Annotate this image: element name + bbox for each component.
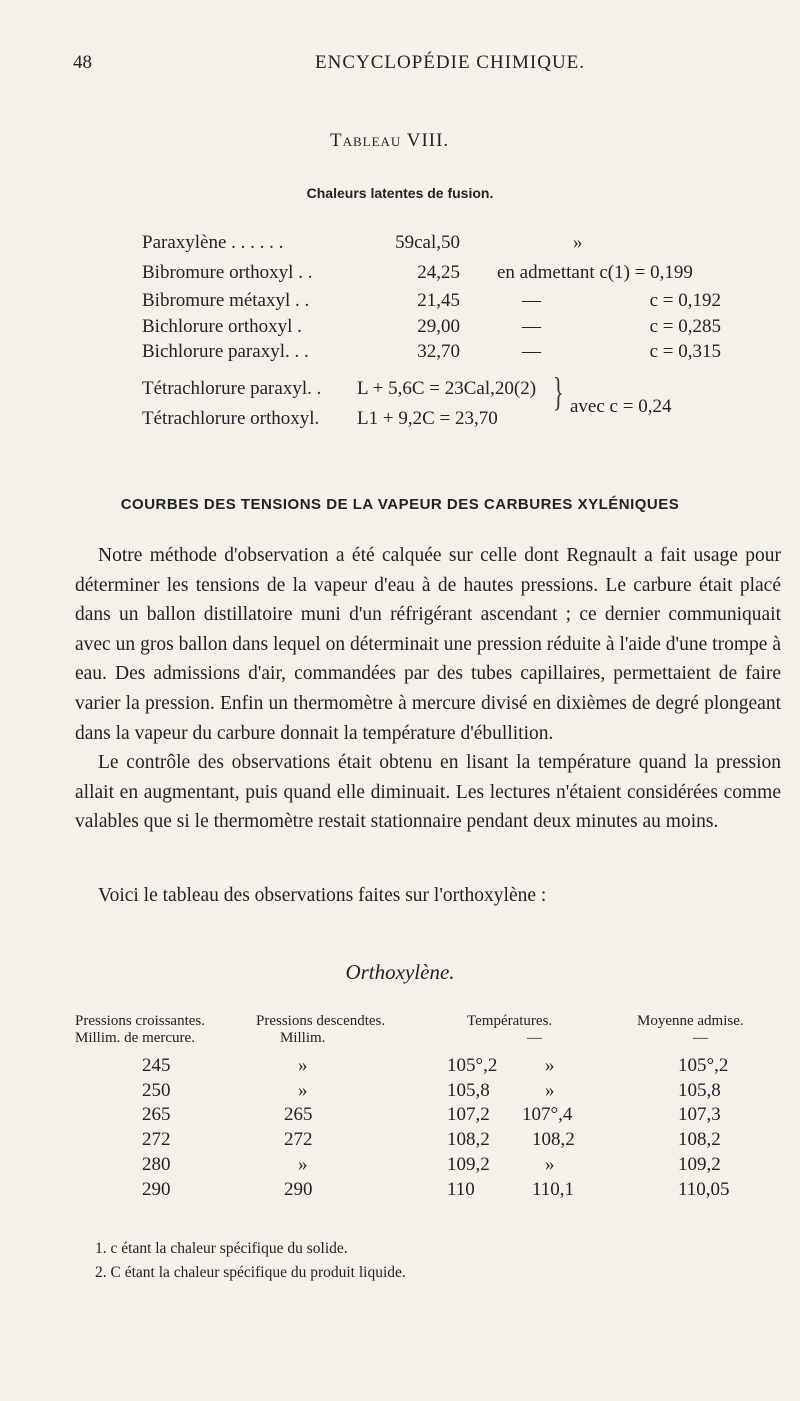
table-row — [0, 290, 800, 314]
pressure-down: 290 — [284, 1179, 313, 1200]
temperature-2: 110,1 — [532, 1179, 575, 1200]
brace-symbol: } — [553, 369, 564, 414]
formula: L + 5,6C = 23Cal,20(2) — [357, 378, 537, 399]
latent-heat-value: 24,25 — [417, 262, 460, 283]
latent-heat-value: 29,00 — [417, 316, 460, 337]
compound-name: Tétrachlorure orthoxyl. — [142, 408, 320, 429]
pressure-down: 272 — [284, 1129, 313, 1150]
running-title: ENCYCLOPÉDIE CHIMIQUE. — [315, 52, 586, 73]
pressure-up: 290 — [142, 1179, 171, 1200]
footnote: 1. c étant la chaleur spécifique du solide. — [95, 1240, 348, 1257]
note: — — [522, 316, 541, 337]
specific-heat: c = 0,192 — [649, 290, 721, 311]
pressure-up: 250 — [142, 1080, 171, 1101]
compound-name: Tétrachlorure paraxyl. . — [142, 378, 322, 399]
column-header: Pressions croissantes. — [75, 1013, 205, 1029]
note: en admettant c(1) = 0,199 — [497, 262, 693, 283]
column-unit: Millim. de mercure. — [75, 1030, 195, 1046]
temperature-2: 107°,4 — [522, 1104, 573, 1125]
formula: L1 + 9,2C = 23,70 — [357, 408, 498, 429]
temperature-1: 110 — [447, 1179, 475, 1200]
mean-value: 107,3 — [678, 1104, 721, 1125]
note: » — [573, 232, 583, 253]
pressure-up: 280 — [142, 1154, 171, 1175]
footnote: 2. C étant la chaleur spécifique du produit liquide. — [95, 1264, 406, 1281]
note: — — [522, 290, 541, 311]
specific-heat: c = 0,285 — [649, 316, 721, 337]
paragraph: Le contrôle des observations était obtenu en lisant la température quand la pression allait en augmentant, puis quand elle diminuait. Les lectures n'étaient considérées comme valables que si le thermomètre restait stationnaire pendant deux minutes au moins. — [75, 752, 781, 833]
pressure-down: » — [298, 1080, 308, 1101]
latent-heat-value: 32,70 — [417, 341, 460, 362]
temperature-1: 105,8 — [447, 1080, 490, 1101]
latent-heat-value: 21,45 — [417, 290, 460, 311]
paragraph: Notre méthode d'observation a été calquée sur celle dont Regnault a fait usage pour déterminer les tensions de la vapeur d'eau à de hautes pressions. Le carbure était placé dans un ballon distillatoire muni d'un réfrigérant ascendant ; ce dernier communiquait avec un gros ballon dans lequel on déterminait une pression réduite à l'aide d'une trompe à eau. Des admissions d'air, commandées par des tubes capillaires, permettaient de faire varier la pression. Enfin un thermomètre à mercure divisé en dixièmes de degré plongeant dans la vapeur du carbure donnait la température d'ébullition. — [75, 545, 781, 744]
mean-value: 108,2 — [678, 1129, 721, 1150]
pressure-down: » — [298, 1055, 308, 1076]
mean-value: 105,8 — [678, 1080, 721, 1101]
section-title: COURBES DES TENSIONS DE LA VAPEUR DES CARBURES XYLÉNIQUES — [120, 496, 680, 513]
table-subtitle: Chaleurs latentes de fusion. — [306, 185, 494, 201]
pressure-down: 265 — [284, 1104, 313, 1125]
table-row — [0, 232, 800, 256]
temperature-1: 109,2 — [447, 1154, 490, 1175]
compound-name: Bibromure orthoxyl . . — [142, 262, 313, 283]
table-row — [0, 341, 800, 365]
mean-value: 110,05 — [678, 1179, 730, 1200]
body-text — [75, 541, 781, 837]
column-header: Moyenne admise. — [637, 1013, 744, 1029]
compound-name: Bibromure métaxyl . . — [142, 290, 310, 311]
mean-value: 109,2 — [678, 1154, 721, 1175]
column-header: Températures. — [467, 1013, 553, 1029]
page-number: 48 — [73, 52, 92, 73]
table-label: Tableau VIII. — [330, 130, 450, 151]
intro-text: Voici le tableau des observations faites sur l'orthoxylène : — [98, 885, 547, 906]
column-unit: — — [693, 1030, 708, 1046]
temperature-2: 108,2 — [532, 1129, 575, 1150]
compound-name: Bichlorure orthoxyl . — [142, 316, 302, 337]
temperature-1: 105°,2 — [447, 1055, 498, 1076]
temperature-2: » — [545, 1055, 555, 1076]
pressure-up: 265 — [142, 1104, 171, 1125]
temperature-2: » — [545, 1080, 555, 1101]
temperature-1: 107,2 — [447, 1104, 490, 1125]
latent-heat-value: 59cal,50 — [395, 232, 460, 253]
temperature-1: 108,2 — [447, 1129, 490, 1150]
temperature-2: » — [545, 1154, 555, 1175]
compound-name: Paraxylène . . . . . . — [142, 232, 284, 253]
tetrachlor-note: avec c = 0,24 — [570, 396, 672, 417]
note: — — [522, 341, 541, 362]
table-row — [0, 262, 800, 286]
table-row — [0, 316, 800, 340]
pressure-down: » — [298, 1154, 308, 1175]
column-header: Pressions descendtes. — [256, 1013, 386, 1029]
pressure-up: 245 — [142, 1055, 171, 1076]
compound-name: Bichlorure paraxyl. . . — [142, 341, 309, 362]
column-unit: Millim. — [280, 1030, 326, 1046]
column-unit: — — [527, 1030, 542, 1046]
pressure-up: 272 — [142, 1129, 171, 1150]
specific-heat: c = 0,315 — [649, 341, 721, 362]
table-title: Orthoxylène. — [345, 960, 455, 984]
mean-value: 105°,2 — [678, 1055, 729, 1076]
